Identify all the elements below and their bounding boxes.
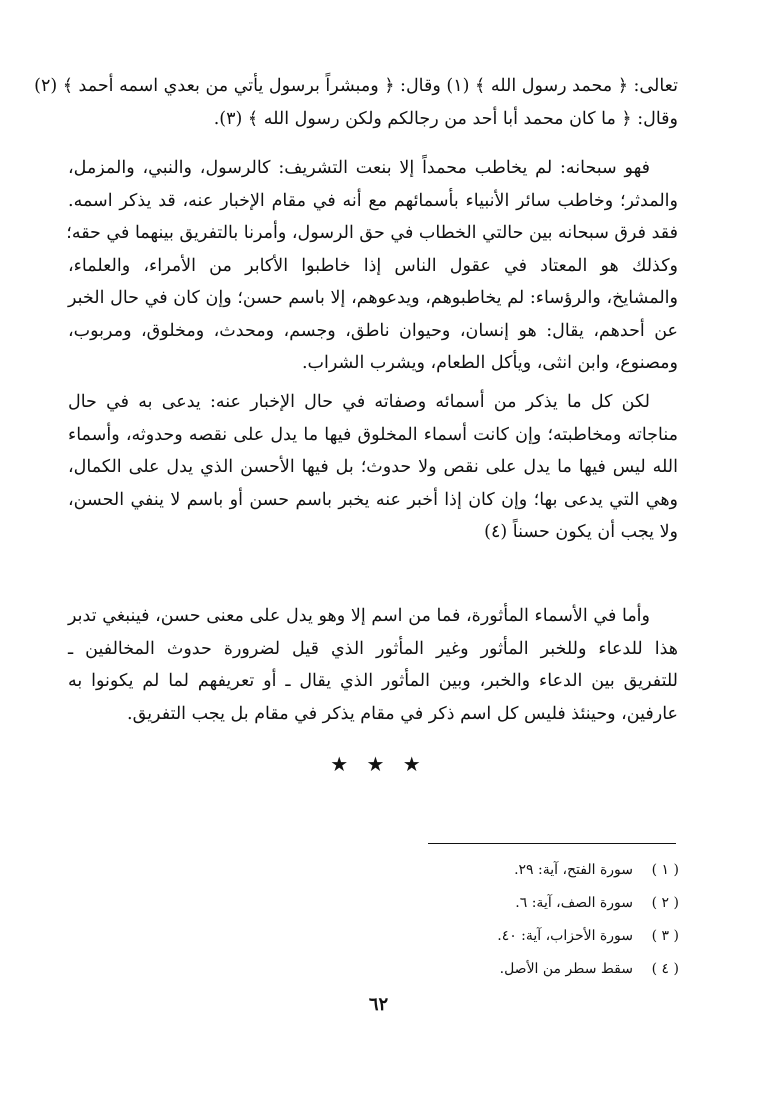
footnote-item (379, 952, 679, 985)
text-line: لكن كل ما يذكر من أسمائه وصفاته في حال الإخبار عنه: يدعى به في حال (68, 392, 650, 412)
footnote-number: ( ٣ ) (651, 927, 679, 944)
paragraph-address-titles (68, 152, 678, 380)
text-line: عارفين، وحينئذ فليس كل اسم ذكر في مقام يذكر في مقام بل يجب التفريق. (127, 703, 678, 724)
footnote-text: سورة الأحزاب، آية: ٤٠. (497, 927, 633, 944)
footnote-text: سورة الفتح، آية: ٢٩. (514, 861, 633, 878)
text-line: ولا يجب أن يكون حسناً (٤) (484, 522, 678, 542)
text-line: وكذلك هو المعتاد في عقول الناس إذا خاطبوا الأكابر من الأمراء، والعلماء، (68, 255, 678, 276)
footnote-text: سورة الصف، آية: ٦. (515, 894, 633, 911)
text-line: هذا للدعاء وللخبر المأثور وغير المأثور الذي قيل لضرورة حدوث المخالفين ـ (68, 638, 678, 659)
footnote-rule (428, 843, 676, 844)
text-line: والمشايخ، والرؤساء: لم يخاطبوهم، ويدعوهم، إلا باسم حسن؛ وإن كان في حال الخبر (68, 288, 678, 308)
text-line: للتفريق بين الدعاء والخبر، وبين المأثور الذي يقال ـ أو تعريفهم لما لم يكونوا به (68, 671, 678, 691)
text-line: تعالى: ﴿ محمد رسول الله ﴾ (١) وقال: ﴿ ومبشراً برسول يأتي من بعدي اسمه أحمد ﴾ (٢) (34, 76, 678, 96)
text-line: فقد فرق سبحانه بين حالتي الخطاب في حق الرسول، وأمرنا بالتفريق بينهما في حقه؛ (66, 223, 678, 243)
footnote-number: ( ٤ ) (651, 960, 679, 977)
footnote-number: ( ١ ) (651, 861, 679, 878)
text-line: فهو سبحانه: لم يخاطب محمداً إلا بنعت التشريف: كالرسول، والنبي، والمزمل، (68, 158, 650, 178)
text-line: مناجاته ومخاطبته؛ وإن كانت أسماء المخلوق فيها ما يدل على نقصه وحدوثه، وأسماء (68, 424, 678, 445)
footnote-item (379, 886, 679, 919)
footnote-number: ( ٢ ) (651, 894, 679, 911)
paragraph-transmitted-names (68, 600, 678, 730)
footnote-text: سقط سطر من الأصل. (499, 960, 633, 977)
text-line: وقال: ﴿ ما كان محمد أبا أحد من رجالكم ولكن رسول الله ﴾ (٣). (213, 108, 678, 129)
text-line: وهي التي يدعى بها؛ وإن كان إذا أخبر عنه يخبر باسم حسن أو باسم لا ينفي الحسن، (68, 489, 678, 510)
text-line: والمدثر؛ وخاطب سائر الأنبياء بأسمائهم مع أنه في مقام الإخبار عنه، قد يذكر اسمه. (68, 190, 678, 211)
paragraph-quran-citations (34, 70, 678, 135)
text-line: ومصنوع، وابن انثى، ويأكل الطعام، ويشرب الشراب. (301, 353, 678, 373)
paragraph-divine-names (68, 386, 678, 549)
footnote-item (379, 919, 679, 952)
text-line: الله ليس فيها ما يدل على نقص ولا حدوث؛ بل فيها الأحسن الذي يدل على الكمال، (68, 457, 678, 477)
footnotes (379, 853, 679, 985)
footnote-item (379, 853, 679, 886)
text-line: عن أحدهم، يقال: هو إنسان، وحيوان ناطق، وجسم، ومحدث، ومخلوق، ومربوب، (68, 320, 678, 341)
section-separator: ★ ★ ★ (330, 752, 427, 776)
text-line: وأما في الأسماء المأثورة، فما من اسم إلا وهو يدل على معنى حسن، فينبغي تدبر (68, 606, 650, 626)
page-number: ٦٢ (368, 994, 389, 1015)
